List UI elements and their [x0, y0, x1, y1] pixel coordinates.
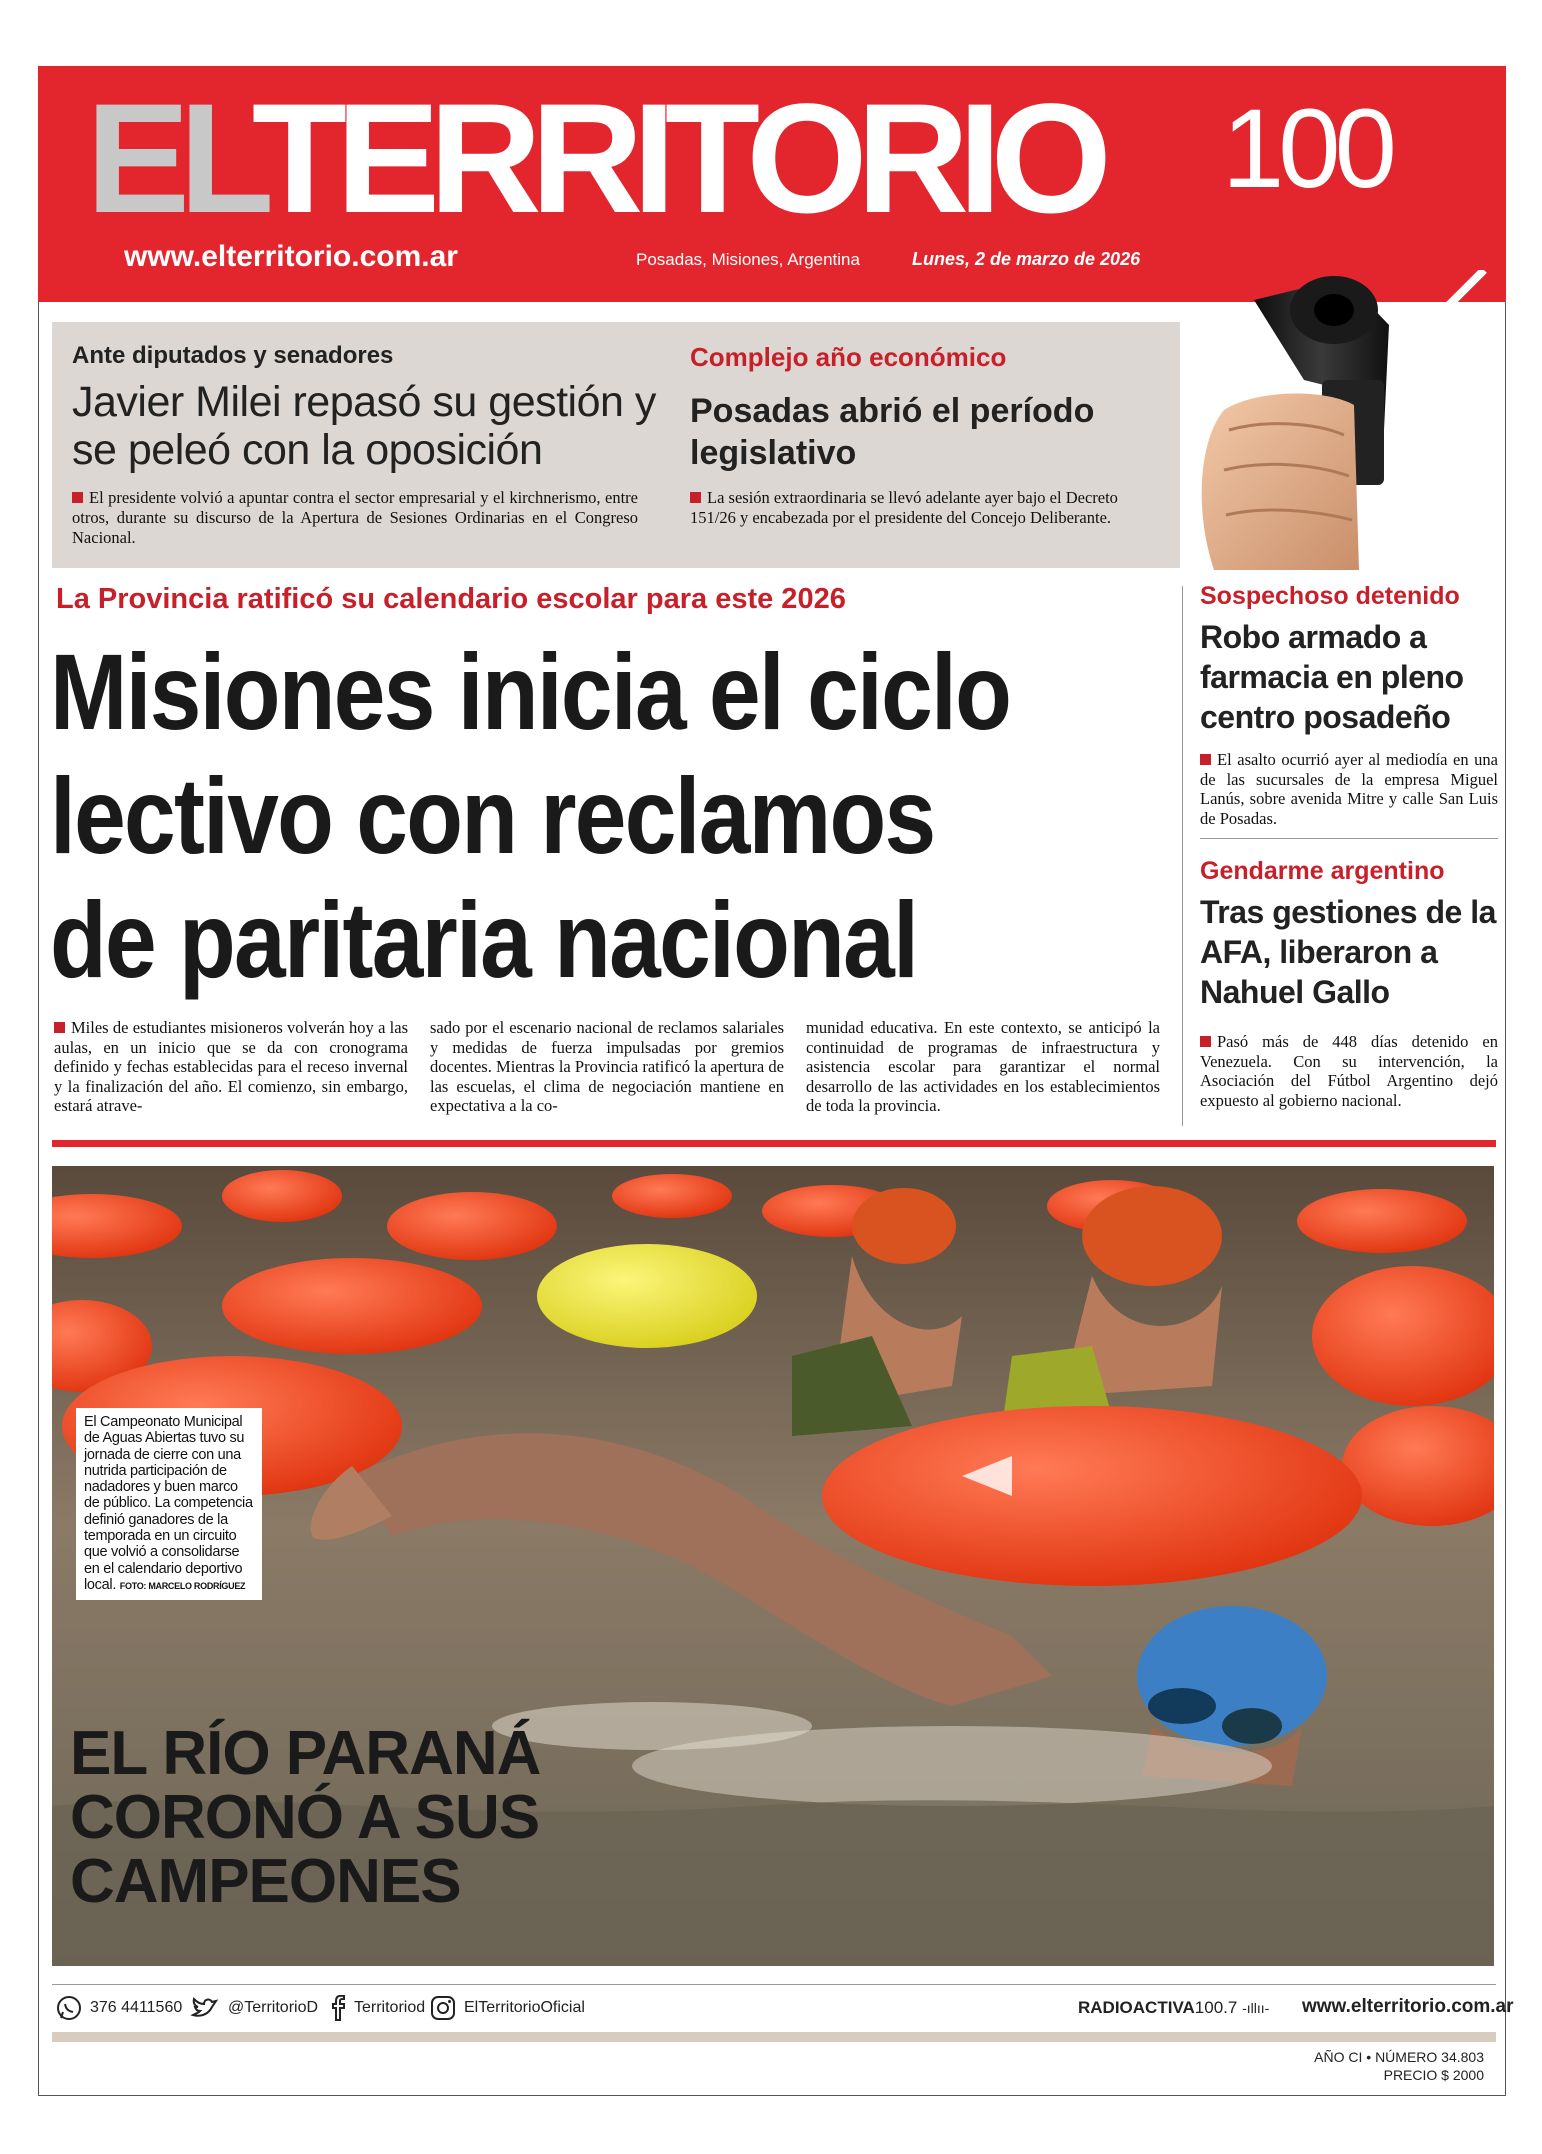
- masthead-location: Posadas, Misiones, Argentina: [636, 250, 860, 269]
- story2-kicker: Complejo año económico: [690, 342, 1007, 372]
- footer-url[interactable]: www.elterritorio.com.ar: [1302, 1996, 1514, 2017]
- main-body-column-3: munidad educativa. En este contexto, se anticipó la continuidad de programas de infraestructura y asistencia escolar para garantizar el normal desarrollo de las actividades en los establecimientos de toda la provincia.: [806, 1018, 1160, 1115]
- footer-tan-bar: [52, 2032, 1496, 2042]
- instagram-handle: ElTerritorioOficial: [464, 1999, 585, 2016]
- twitter-link[interactable]: [190, 1993, 318, 2023]
- story1-summary-text: El presidente volvió a apuntar contra el sector empresarial y el kirchnerismo, entre otros, durante su discurso de la Apertura de Sesiones Ordinarias en el Congreso Nacional.: [72, 488, 638, 547]
- story2-summary: [690, 488, 1130, 528]
- sidebar2-kicker: Gendarme argentino: [1200, 857, 1445, 885]
- photo-headline[interactable]: [70, 1719, 541, 1916]
- masthead-url[interactable]: www.elterritorio.com.ar: [124, 240, 458, 273]
- facebook-handle: Territoriod: [354, 1999, 426, 2016]
- section-red-rule: [52, 1140, 1496, 1147]
- instagram-icon: [430, 1995, 456, 2021]
- issue-number: AÑO CI • NÚMERO 34.803: [1314, 2049, 1484, 2065]
- issue-info: [1314, 2048, 1484, 2084]
- photo-headline-line: EL RÍO PARANÁ: [70, 1719, 541, 1788]
- bullet-square-icon: [1200, 754, 1211, 765]
- whatsapp-link[interactable]: [56, 1993, 182, 2023]
- bullet-square-icon: [690, 492, 701, 503]
- main-story-headline[interactable]: [50, 630, 1022, 1002]
- twitter-bird-icon: [190, 1995, 220, 2021]
- sidebar-separator: [1200, 838, 1498, 839]
- sidebar-divider: [1182, 586, 1183, 1126]
- story1-summary: [72, 488, 638, 548]
- story1-kicker: Ante diputados y senadores: [72, 342, 394, 369]
- soundwave-icon: -ıllıı-: [1242, 2000, 1270, 2016]
- main-story-kicker: La Provincia ratificó su calendario escolar para este 2026: [56, 583, 846, 615]
- main-body-column-2: sado por el escenario nacional de reclamos salariales y medidas de fuerza impulsadas por gremios docentes. Mientras la Provincia ratificó la apertura de las escuelas, el clima de negociación mantiene en expectativa a la co-: [430, 1018, 784, 1115]
- sidebar1-summary: [1200, 750, 1498, 828]
- sidebar2-headline[interactable]: Tras gestiones de la AFA, liberaron a Nahuel Gallo: [1200, 894, 1496, 1010]
- main-body-text: Miles de estudiantes misioneros volverán hoy a las aulas, en un inicio que se da con cronograma definido y fechas establecidas para el receso invernal y la finalización del año. El comienzo, sin embargo, estará atrave-: [54, 1018, 408, 1115]
- main-headline-line: Misiones inicia el ciclo: [50, 631, 1011, 752]
- whatsapp-icon: [56, 1995, 82, 2021]
- anniversary-100-logo: 100: [1222, 86, 1391, 211]
- sidebar1-kicker: Sospechoso detenido: [1200, 582, 1460, 610]
- footer-rule: [52, 1984, 1496, 1985]
- facebook-link[interactable]: [330, 1993, 425, 2023]
- whatsapp-number: 376 4411560: [90, 1999, 183, 2016]
- logo-territorio: TERRITORIO: [251, 72, 1101, 246]
- bullet-square-icon: [72, 492, 83, 503]
- photo-headline-line: CORONÓ A SUS: [70, 1783, 540, 1852]
- sidebar2-summary-text: Pasó más de 448 días detenido en Venezuela. Con su intervención, la Asociación del Fútbol Argentino dejó expuesto al gobierno nacional.: [1200, 1032, 1498, 1110]
- main-body-column-1: [54, 1018, 408, 1116]
- sidebar1-headline[interactable]: Robo armado a farmacia en pleno centro posadeño: [1200, 619, 1464, 735]
- issue-price: PRECIO $ 2000: [1383, 2067, 1484, 2083]
- bullet-square-icon: [1200, 1036, 1211, 1047]
- main-headline-line: de paritaria nacional: [50, 879, 918, 1000]
- sidebar1-summary-text: El asalto ocurrió ayer al mediodía en una de las sucursales de la empresa Miguel Lanús, sobre avenida Mitre y calle San Luis de Posadas.: [1200, 750, 1498, 828]
- hand-gun-image: [1184, 270, 1506, 570]
- photo-credit: FOTO: MARCELO RODRÍGUEZ: [119, 1580, 246, 1591]
- story2-summary-text: La sesión extraordinaria se llevó adelante ayer bajo el Decreto 151/26 y encabezada por el presidente del Concejo Deliberante.: [690, 488, 1118, 527]
- masthead-date: Lunes, 2 de marzo de 2026: [912, 249, 1141, 269]
- bullet-square-icon: [54, 1022, 65, 1033]
- newspaper-logo[interactable]: [86, 72, 1101, 246]
- radio-name: RADIOACTIVA: [1078, 1998, 1195, 2017]
- photo-headline-line: CAMPEONES: [70, 1847, 461, 1916]
- logo-el: EL: [86, 72, 252, 246]
- story1-headline[interactable]: Javier Milei repasó su gestión y se peleó con la oposición: [72, 378, 656, 474]
- facebook-icon: [330, 1995, 346, 2021]
- instagram-link[interactable]: [430, 1993, 585, 2023]
- story2-headline[interactable]: Posadas abrió el período legislativo: [690, 392, 1095, 472]
- radio-frequency: 100.7: [1194, 1998, 1238, 2017]
- main-headline-line: lectivo con reclamos: [50, 755, 935, 876]
- photo-caption-text: El Campeonato Municipal de Aguas Abiertas tuvo su jornada de cierre con una nutrida participación de nadadores y buen marco de público. La competencia definió ganadores de la temporada en un circuito que volvió a consolidarse en el calendario deportivo local.: [84, 1414, 253, 1593]
- sidebar2-summary: [1200, 1032, 1498, 1110]
- photo-caption: [76, 1408, 262, 1600]
- twitter-handle: @TerritorioD: [228, 1999, 319, 2016]
- radio-station-logo[interactable]: [1078, 1998, 1269, 2018]
